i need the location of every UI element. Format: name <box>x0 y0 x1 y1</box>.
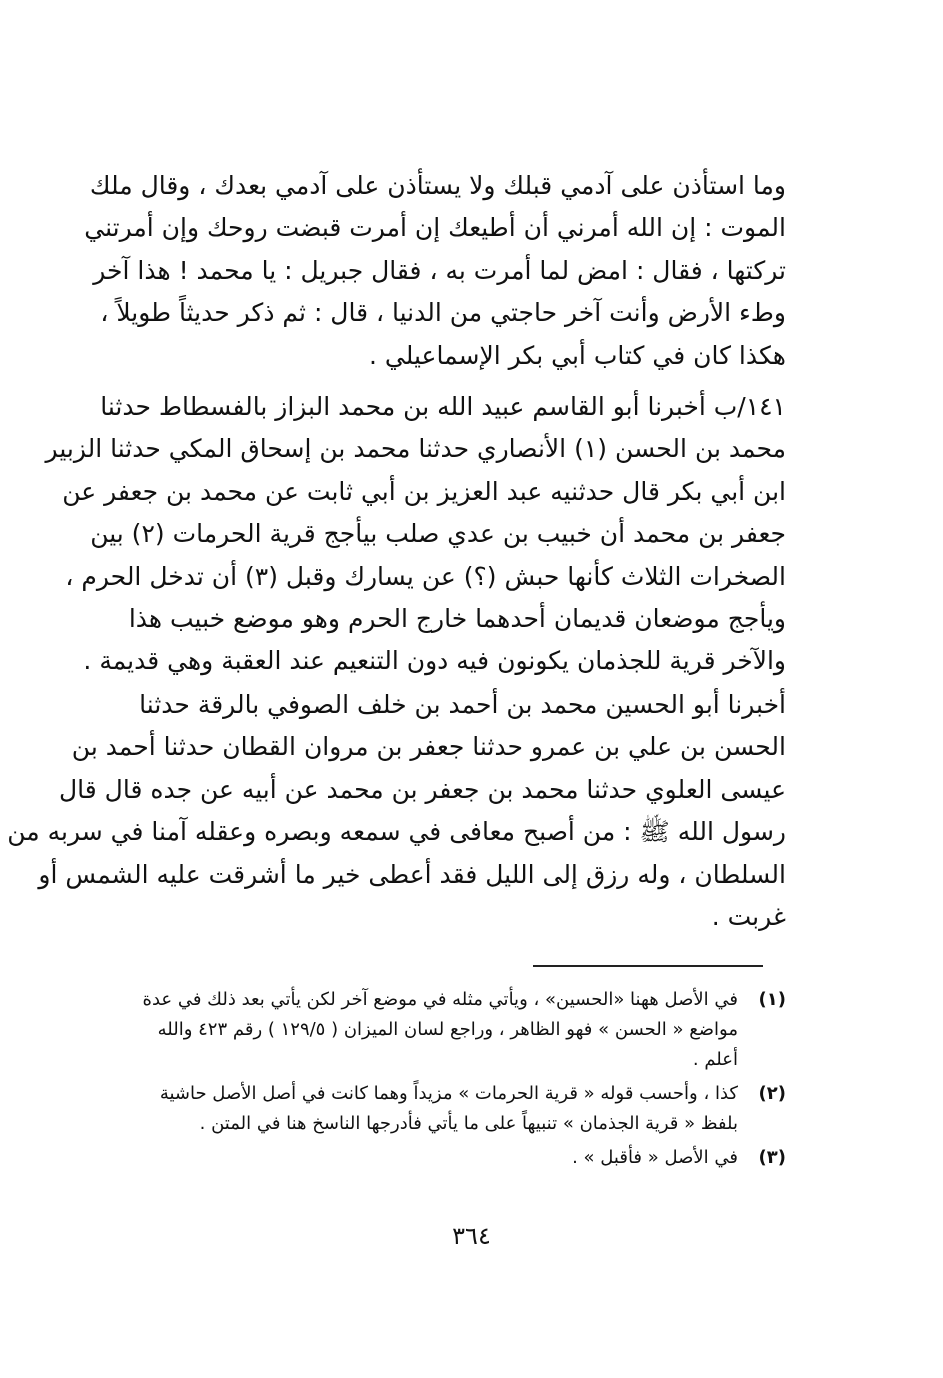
text-line: والآخر قرية للجذمان يكونون فيه دون التنعيم عند العقبة وهي قديمة . <box>83 646 786 676</box>
footnote-divider <box>533 965 763 967</box>
text-line: الموت : إن الله أمرني أن أطيعك إن أمرت قبضت روحك وإن أمرتني <box>84 213 786 243</box>
footnote-line: مواضع « الحسن » فهو الظاهر ، وراجع لسان الميزان ( ١٢٩/٥ ) رقم ٤٢٣ والله <box>157 1019 738 1040</box>
text-line: ابن أبي بكر قال حدثنيه عبد العزيز بن أبي ثابت عن محمد بن جعفر عن <box>62 476 786 506</box>
text-line: وما استأذن على آدمي قبلك ولا يستأذن على آدمي بعدك ، وقال ملك <box>89 171 786 200</box>
text-line: جعفر بن محمد أن خبيب بن عدي صلب بيأجج قرية الحرمات (٢) بين <box>90 519 786 549</box>
text-line: عيسى العلوي حدثنا محمد بن جعفر بن محمد عن أبيه عن جده قال قال <box>58 774 786 804</box>
text-line: محمد بن الحسن (١) الأنصاري حدثنا محمد بن إسحاق المكي حدثنا الزبير <box>45 434 786 464</box>
footnote-2 <box>118 1079 786 1139</box>
footnote-line: بلفظ « قرية الجذمان » تنبيهاً على ما يأتي فأدرجها الناسخ هنا في المتن . <box>199 1113 738 1134</box>
paragraph-3 <box>7 684 786 938</box>
text-line: الحسن بن علي بن عمرو حدثنا جعفر بن مروان القطان حدثنا أحمد بن <box>71 732 786 762</box>
footnote-line: في الأصل « فأقبل » . <box>572 1147 738 1168</box>
footnote-number: (١) <box>758 989 786 1010</box>
text-line: ١٤١/ب أخبرنا أبو القاسم عبيد الله بن محمد البزاز بالفسطاط حدثنا <box>100 392 786 421</box>
text-line: وطء الأرض وأنت آخر حاجتي من الدنيا ، قال : ثم ذكر حديثاً طويلاً ، <box>100 298 786 328</box>
footnote-1 <box>118 985 786 1075</box>
text-line: هكذا كان في كتاب أبي بكر الإسماعيلي . <box>369 340 786 370</box>
paragraph-2 <box>45 386 786 683</box>
footnote-line: كذا ، وأحسب قوله « قرية الحرمات » مزيداً وهما كانت في أصل الأصل حاشية <box>159 1083 738 1104</box>
footnote-line: أعلم . <box>692 1049 738 1070</box>
footnote-number: (٣) <box>758 1147 786 1168</box>
text-line: الصخرات الثلاث كأنها حبش (؟) عن يسارك وقبل (٣) أن تدخل الحرم ، <box>65 561 786 591</box>
paragraph-1 <box>84 165 786 377</box>
text-line: السلطان ، وله رزق إلى الليل فقد أعطى خير ما أشرقت عليه الشمس أو <box>38 859 786 889</box>
text-line: تركتها ، فقال : امض لما أمرت به ، فقال جبريل : يا محمد ! هذا آخر <box>93 255 786 285</box>
footnote-number: (٢) <box>758 1083 786 1104</box>
footnote-3 <box>118 1143 786 1173</box>
page-number: ٣٦٤ <box>452 1222 491 1250</box>
text-line: ويأجج موضعان قديمان أحدهما خارج الحرم وهو موضع خبيب هذا <box>128 604 786 634</box>
footnote-line: في الأصل ههنا «الحسين» ، ويأتي مثله في موضع آخر لكن يأتي بعد ذلك في عدة <box>142 989 738 1010</box>
text-line: غربت . <box>711 902 786 932</box>
text-line: أخبرنا أبو الحسين محمد بن أحمد بن خلف الصوفي بالرقة حدثنا <box>139 690 786 719</box>
text-line: رسول الله ﷺ : من أصبح معافى في سمعه وبصره وعقله آمنا في سربه من <box>7 817 786 847</box>
footnotes <box>118 985 786 1177</box>
